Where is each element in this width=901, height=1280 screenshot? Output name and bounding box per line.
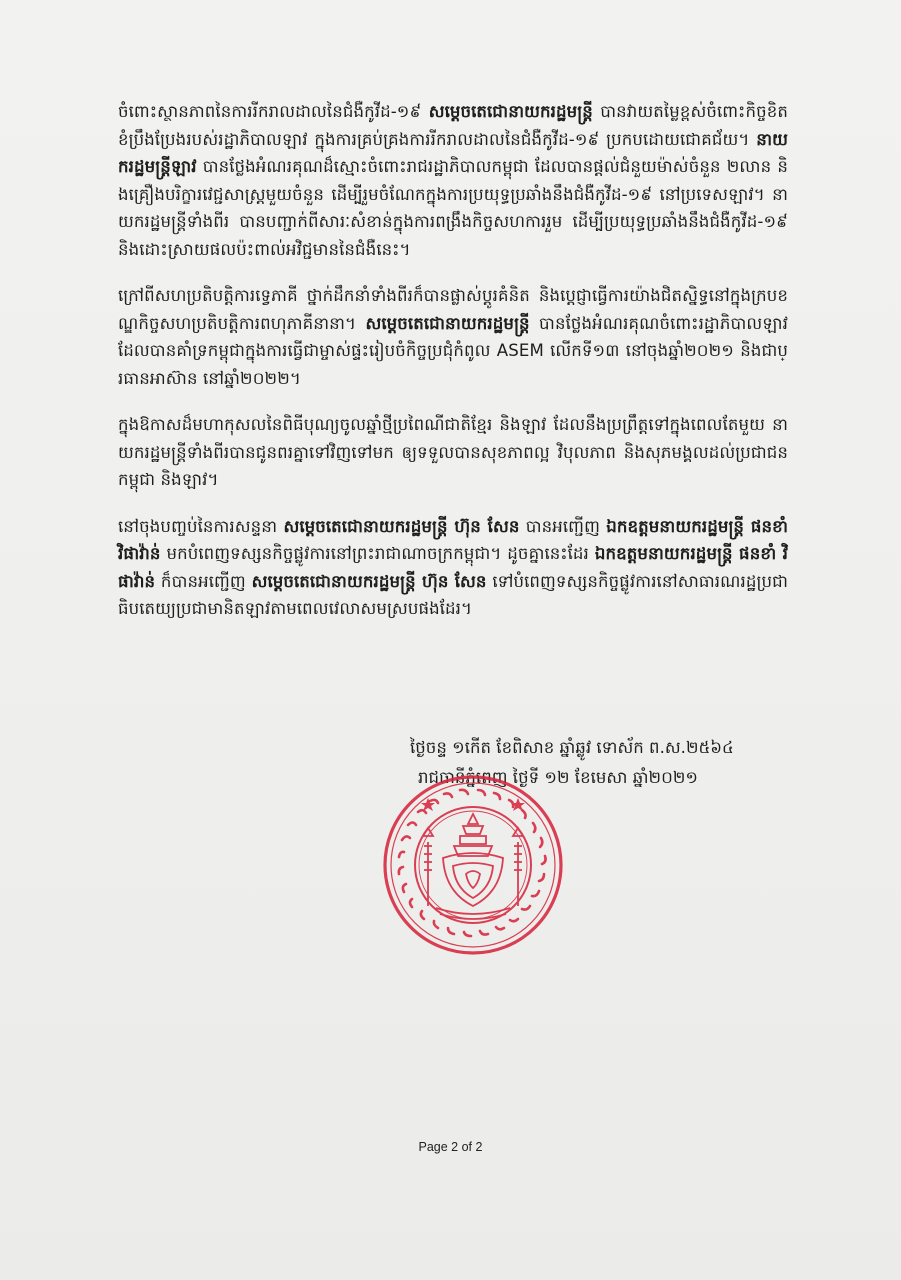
text-segment: នៅចុងបញ្ចប់នៃការសន្ទនា	[118, 516, 284, 536]
text-segment: ទៅបំពេញទស្សនកិច្ចផ្លូវការនៅសាធារណរដ្ឋប្រជាធិបតេយ្យប្រជាមានិតឡាវតាមពេលវេលាសមស្របផងដែរ។	[118, 571, 788, 618]
royal-government-seal-icon	[368, 770, 578, 960]
text-segment-bold: សម្តេចតេជោនាយករដ្ឋមន្ត្រី	[365, 313, 530, 333]
text-segment: បានអញ្ជើញ	[519, 516, 607, 536]
date-lunar: ថ្ងៃចន្ទ ១កើត ខែពិសាខ ឆ្នាំឆ្លូវ ទោស័ក ព.ស.២៥៦៤	[410, 738, 734, 757]
text-segment-bold: ឯកឧត្តមនាយករដ្ឋមន្ត្រី ផនខាំ វិផាវ៉ាន់	[118, 544, 788, 591]
paragraph-4	[118, 513, 788, 623]
text-segment: ក៏បានអញ្ជើញ	[155, 571, 252, 591]
page-footer: Page 2 of 2	[418, 1140, 483, 1154]
paragraph-2	[118, 282, 788, 392]
text-segment-bold: សម្តេចតេជោនាយករដ្ឋមន្ត្រី ហ៊ុន សែន	[251, 571, 487, 591]
text-segment: មកបំពេញទស្សនកិច្ចផ្លូវការនៅព្រះរាជាណាចក្រកម្ពុជា។ ដូចគ្នានេះដែរ	[160, 544, 595, 563]
date-solar: រាជធានីភ្នំពេញ ថ្ងៃទី ១២ ខែមេសា ឆ្នាំ២០២១	[418, 768, 698, 787]
text-segment-bold: សម្តេចតេជោនាយករដ្ឋមន្ត្រី	[428, 102, 593, 121]
letter-body	[118, 98, 788, 642]
text-segment: បានថ្លែងអំណរគុណដ៏ស្មោះចំពោះរាជរដ្ឋាភិបាលកម្ពុជា ដែលបានផ្តល់ជំនួយម៉ាស់ចំនួន ២លាន និងគ្រឿងបរិក្ខារវេជ្ជសាស្ត្រមួយចំនួន ដើម្បីរួមចំណែកក្នុងការប្រយុទ្ធប្រឆាំងនឹងជំងឺកូវីដ-១៩ នៅប្រទេសឡាវ។ នាយករដ្ឋមន្ត្រីទាំងពីរ បានបញ្ជាក់ពីសារៈសំខាន់ក្នុងការពង្រឹងកិច្ចសហការរួម ដើម្បីប្រយុទ្ធប្រឆាំងនឹងជំងឺកូវីដ-១៩ និងដោះស្រាយផលប៉ះពាល់អវិជ្ជមាននៃជំងឺនេះ។	[118, 157, 788, 259]
text-segment: ក្រៅពីសហប្រតិបត្តិការទ្វេភាគី ថ្នាក់ដឹកនាំទាំងពីរក៏បានផ្លាស់ប្តូរគំនិត និងប្តេជ្ញាធ្វើការយ៉ាងជិតស្និទ្ធនៅក្នុងក្របខណ្ឌកិច្ចសហប្រតិបត្តិការពហុភាគីនានា។	[118, 286, 788, 333]
text-segment-bold: សម្តេចតេជោនាយករដ្ឋមន្ត្រី ហ៊ុន សែន	[283, 516, 520, 536]
text-segment: បានថ្លែងអំណរគុណចំពោះរដ្ឋាភិបាលឡាវ ដែលបានគាំទ្រកម្ពុជាក្នុងការធ្វើជាម្ចាស់ផ្ទះរៀបចំកិច្ចប្រជុំកំពូល ASEM លើកទី១៣ នៅចុងឆ្នាំ២០២១ និងជាប្រធានអាស៊ាន នៅឆ្នាំ២០២២។	[118, 313, 788, 388]
text-segment: ក្នុងឱកាសដ៏មហាកុសលនៃពិធីបុណ្យចូលឆ្នាំថ្មីប្រពៃណីជាតិខ្មែរ និងឡាវ ដែលនឹងប្រព្រឹត្តទៅក្នុងពេលតែមួយ នាយករដ្ឋមន្ត្រីទាំងពីរបានជូនពរគ្នាទៅវិញទៅមក ឲ្យទទួលបានសុខភាពល្អ វិបុលភាព និងសុភមង្គលដល់ប្រជាជនកម្ពុជា និងឡាវ។	[118, 415, 788, 489]
text-segment-bold: នាយករដ្ឋមន្ត្រីឡាវ	[118, 129, 788, 176]
text-segment-bold: ឯកឧត្តមនាយករដ្ឋមន្ត្រី ផនខាំ វិផាវ៉ាន់	[118, 516, 788, 563]
text-segment: បានវាយតម្លៃខ្ពស់ចំពោះកិច្ចខិតខំប្រឹងប្រែងរបស់រដ្ឋាភិបាលឡាវ ក្នុងការគ្រប់គ្រងការរីករាលដាលនៃជំងឺកូវីដ-១៩ ប្រកបដោយជោគជ័យ។	[118, 102, 788, 149]
paragraph-3	[118, 411, 788, 494]
text-segment: ចំពោះស្ថានភាពនៃការរីករាលដាលនៃជំងឺកូវីដ-១៩	[118, 102, 429, 121]
paragraph-1	[118, 98, 788, 263]
